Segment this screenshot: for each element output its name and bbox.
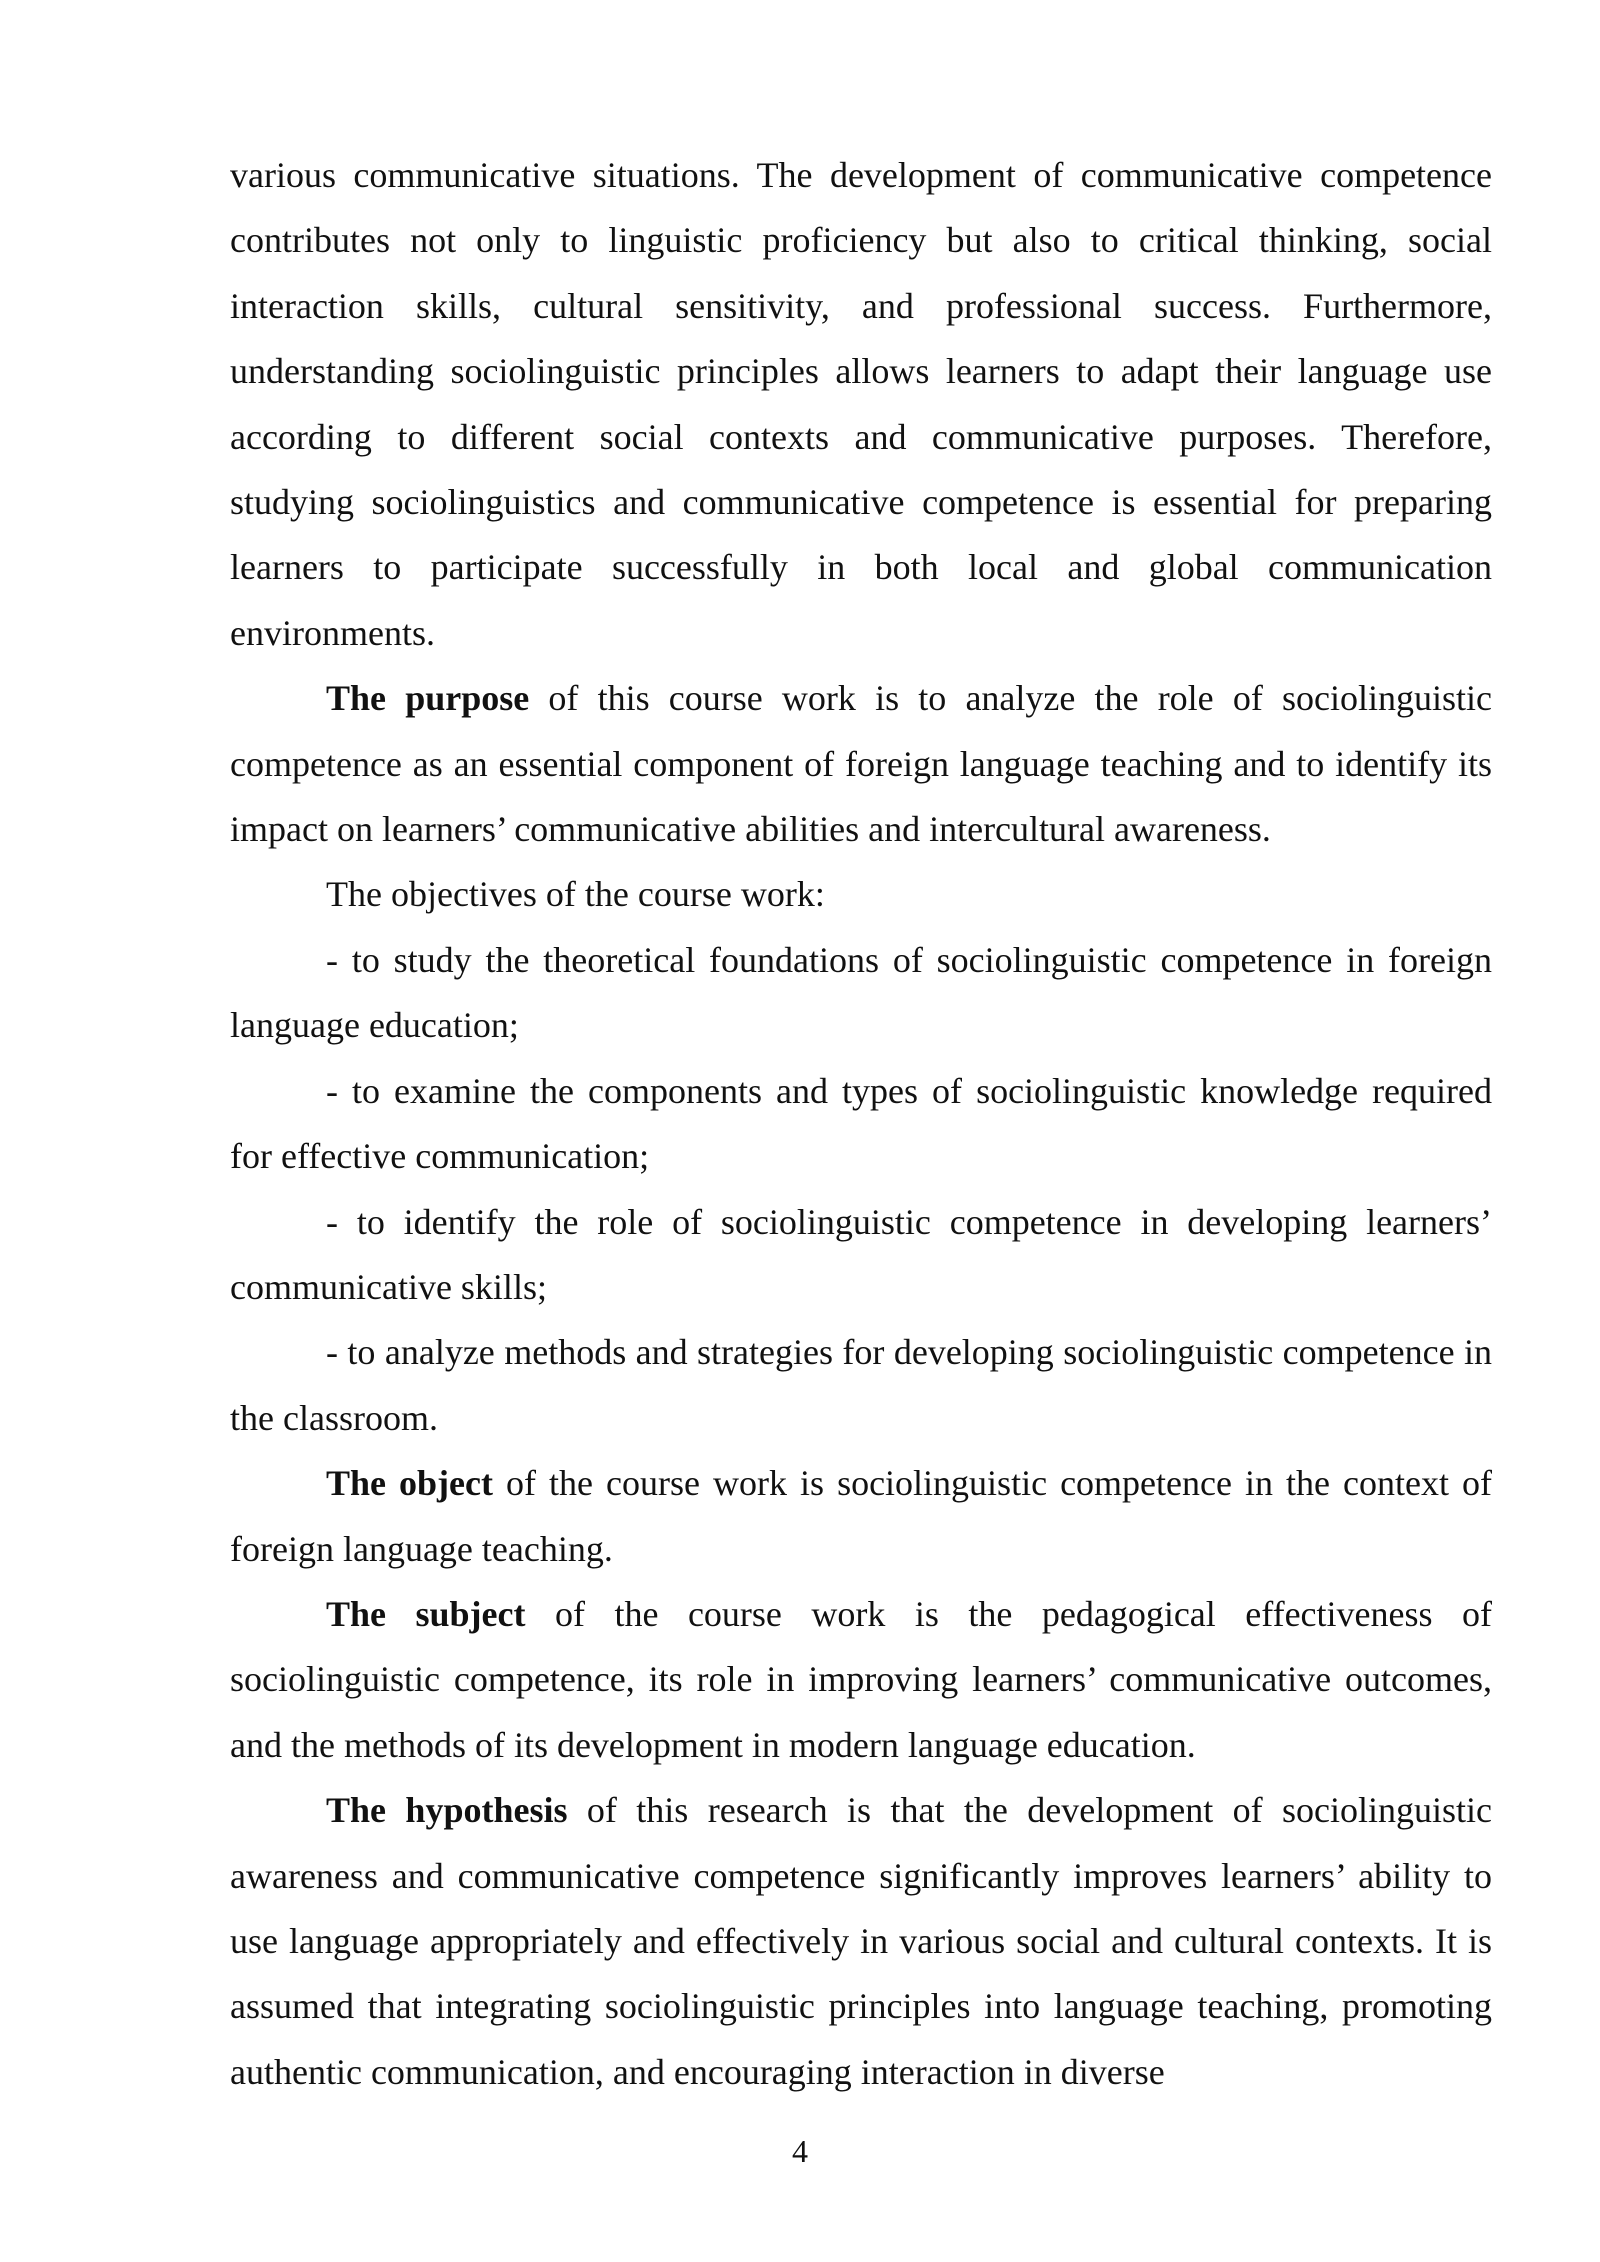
objective-item-2 (230, 1059, 1492, 1190)
page-number: 4 (792, 2133, 808, 2169)
paragraph-lead-hypothesis: The hypothesis (326, 1790, 568, 1831)
paragraph-purpose (230, 666, 1492, 862)
objective-item-4 (230, 1320, 1492, 1451)
body-text (230, 143, 1492, 2105)
paragraph-text: - to study the theoretical foundations of sociolinguistic competence in foreign language education; (230, 939, 1492, 1046)
paragraph-objectives-heading (230, 862, 1492, 927)
paragraph-object (230, 1451, 1492, 1582)
paragraph-text: - to analyze methods and strategies for developing sociolinguistic competence in the classroom. (230, 1332, 1492, 1438)
paragraph-text: The objectives of the course work: (326, 874, 825, 915)
paragraph-intro-continuation (230, 143, 1492, 666)
paragraph-text: of this course work is to analyze the role of sociolinguistic competence as an essential component of foreign language teaching and to identify its impact on learners’ communicative abilities and intercultural awareness. (230, 678, 1492, 850)
paragraph-text: - to identify the role of sociolinguistic competence in developing learners’ communicative skills; (230, 1201, 1492, 1307)
objective-item-3 (230, 1190, 1492, 1321)
objective-item-1 (230, 928, 1492, 1059)
paragraph-hypothesis (230, 1778, 1492, 2105)
paragraph-lead-object: The object (326, 1463, 493, 1504)
paragraph-lead-purpose: The purpose (326, 678, 530, 719)
paragraph-text: of the course work is sociolinguistic competence in the context of foreign language teaching. (230, 1463, 1492, 1569)
paragraph-text: of the course work is the pedagogical effectiveness of sociolinguistic competence, its role in improving learners’ communicative outcomes, and the methods of its development in modern language education. (230, 1593, 1492, 1765)
paragraph-text: - to examine the components and types of sociolinguistic knowledge required for effective communication; (230, 1070, 1492, 1177)
paragraph-text: various communicative situations. The development of communicative competence contributes not only to linguistic proficiency but also to critical thinking, social interaction skills, cultural sensitivity, and professional success. Furthermore, understanding sociolinguistic principles allows learners to adapt their language use according to different social contexts and communicative purposes. Therefore, studying sociolinguistics and communicative competence is essential for preparing learners to participate successfully in both local and global communication environments. (230, 155, 1492, 653)
paragraph-text: of this research is that the development of sociolinguistic awareness and communicative competence significantly improves learners’ ability to use language appropriately and effectively in various social and cultural contexts. It is assumed that integrating sociolinguistic principles into language teaching, promoting authentic communication, and encouraging interaction in diverse (230, 1790, 1492, 2092)
paragraph-lead-subject: The subject (326, 1593, 526, 1634)
paragraph-subject (230, 1582, 1492, 1778)
